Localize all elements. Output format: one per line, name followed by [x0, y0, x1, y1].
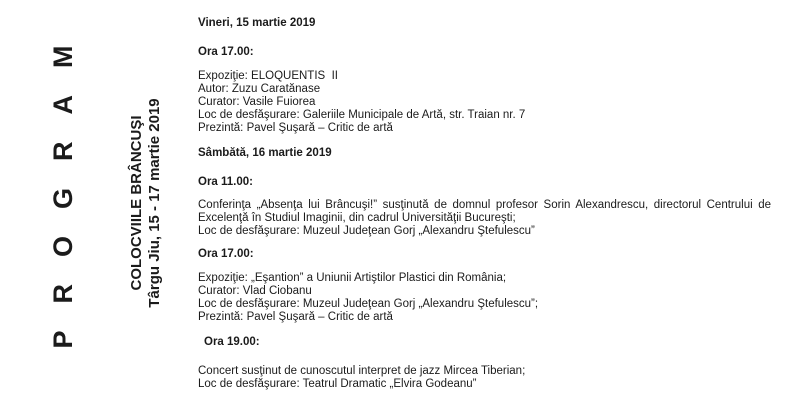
- event-dates: Târgu Jiu, 15 - 17 martie 2019: [145, 98, 163, 308]
- program-title-text: PROGRAM: [47, 18, 78, 349]
- time-friday-17: Ora 17.00:: [198, 46, 254, 58]
- day-header-friday: Vineri, 15 martie 2019: [198, 17, 316, 29]
- detail-line: Loc de desfăşurare: Muzeul Judeţean Gorj „Alexandru Ştefulescu”: [198, 225, 535, 237]
- day-header-saturday: Sâmbătă, 16 martie 2019: [198, 147, 332, 159]
- conference-description: Conferinţa „Absenţa lui Brâncuşi!” susţinută de domnul profesor Sorin Alexandrescu, directorul Centrului de Excelenţă în Studiul Imaginii, din cadrul Universităţii Bucureşti;: [198, 199, 771, 224]
- event-details-saturday-17: [198, 272, 771, 324]
- event-details-saturday-19: [198, 365, 771, 391]
- time-saturday-11: Ora 11.00:: [198, 176, 253, 188]
- detail-line: Prezintă: Pavel Şuşară – Critic de artă: [198, 122, 393, 134]
- detail-line: Loc de desfăşurare: Muzeul Judeţean Gorj „Alexandru Ştefulescu”;: [198, 298, 539, 310]
- detail-line: Concert susţinut de cunoscutul interpret de jazz Mircea Tiberian;: [198, 365, 526, 377]
- detail-line: Autor: Zuzu Caratănase: [198, 83, 321, 95]
- detail-line: Curator: Vlad Ciobanu: [198, 285, 312, 297]
- detail-line: Loc de desfăşurare: Teatrul Dramatic „Elvira Godeanu”: [198, 378, 477, 390]
- event-details-saturday-11: [198, 199, 771, 238]
- detail-line: Prezintă: Pavel Şuşară – Critic de artă: [198, 311, 393, 323]
- event-details-friday-17: [198, 70, 771, 135]
- vertical-event-title: [128, 93, 164, 313]
- detail-line: Expoziţie: „Eşantion” a Uniunii Artiştilor Plastici din România;: [198, 272, 507, 284]
- detail-line: Curator: Vasile Fuiorea: [198, 96, 316, 108]
- time-saturday-19: Ora 19.00:: [204, 336, 260, 348]
- event-name: COLOCVIILE BRÂNCUŞI: [128, 115, 145, 291]
- time-saturday-17: Ora 17.00:: [198, 248, 254, 260]
- detail-line: Loc de desfăşurare: Galeriile Municipale de Artă, str. Traian nr. 7: [198, 109, 526, 121]
- vertical-program-title: [45, 18, 81, 357]
- detail-line: Expoziţie: ELOQUENTIS II: [198, 70, 338, 82]
- schedule-content: [198, 17, 771, 391]
